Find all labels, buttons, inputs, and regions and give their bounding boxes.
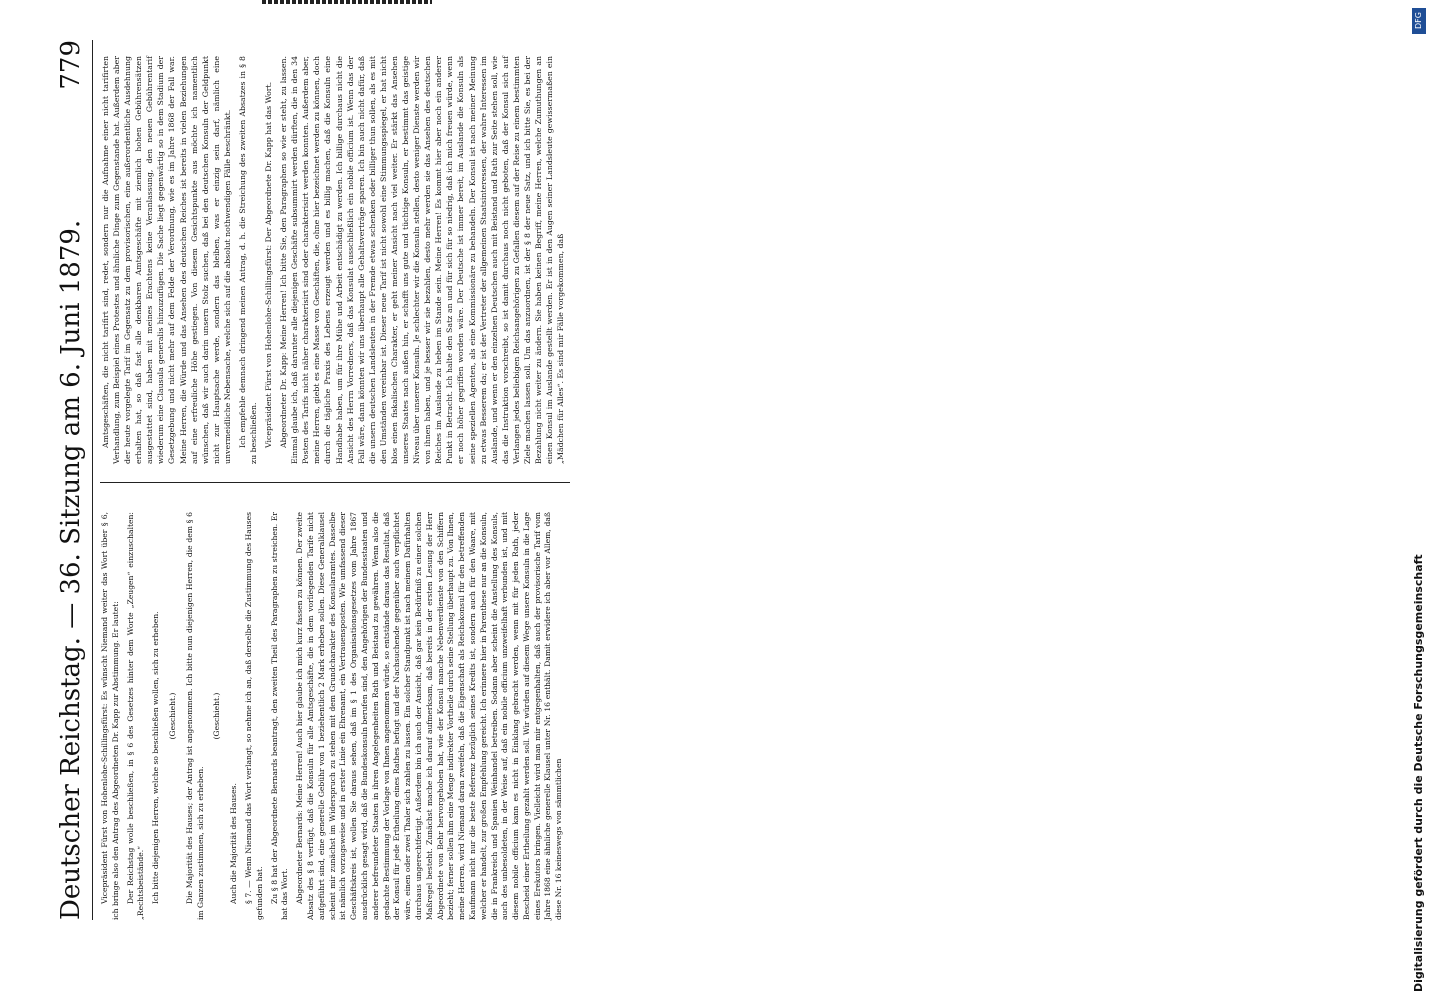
paragraph: Vicepräsident Fürst von Hohenlohe-Schillingsfürst: Der Abgeordnete Dr. Kapp hat das Wort. (264, 81, 274, 448)
paragraph: § 7. — Wenn Niemand das Wort verlangt, so nehme ich an, daß derselbe die Zustimmung des Hauses gefunden hat. (243, 512, 264, 920)
page-header (56, 40, 90, 920)
paragraph: Abgeordneter Dr. Kapp: Meine Herren! Ich bitte Sie, den Paragraphen so wie er steht, zu lassen. Einmal glaube ich, daß darunter alle diejenigen Geschäfte subsummirt werden dürften, die in den 34 Posten des Tarifs nicht näher charakterisirt sind oder charakterisirt werden konnten. Außerdem aber, meine Herren, giebt es eine Masse von Geschäften, die, ohne hier bezeichnet werden zu können, doch durch die tägliche Praxis des Lebens erzeugt werden und es billig machen, daß die Konsuln eine Handhabe haben, um für ihre Mühe und Arbeit entschädigt zu werden. Ich billige durchaus nicht die Ansicht des Herrn Vorredners, daß das Konsulat ausschließlich ein nobile officium ist. Wenn das der Fall wäre, dann könnten wir uns überhaupt alle Gehaltsverträge sparen. Ich bin auch nicht dafür, daß die unsern deutschen Landsleuten in der Fremde etwas schenken oder billiger thun sollen, als es mit den Umständen vereinbar ist. Dieser neue Tarif ist nicht sowohl eine Stimmungsspiegel, er hat nicht blos einen fiskalischen Charakter, er geht meiner Ansicht nach viel weiter. Er stärkt das Ansehen unseres Staates nach außen hin, er schafft uns gute und tüchtige Konsuln, er bestimmt das geistige Niveau über unserer Konsuln. Je schlechter wir die Konsuln stellen, desto weniger Dienste werden wir von ihnen haben, und je besser wir sie bezahlen, desto mehr werden sie das Ansehen des deutschen Reiches im Auslande zu heben im Stande sein. Meine Herren! Es kommt hier aber noch ein anderer Punkt in Betracht. Ich halte den Satz an und für sich für so niedrig, daß ich mich freuen würde, wenn er noch höher gegriffen worden wäre. Der Deutsche ist immer bereit, im Auslande die Konsuln als seine speziellen Agenten, als eine Kommissionäre zu behandeln. Der Konsul ist nach meiner Meinung zu etwas Besserem da; er ist der Vertreter der allgemeinen Staatsinteressen, der wahre Interessen im Auslande, und wenn er den einzelnen Deutschen auch mit Beistand und Rath zur Seite stehen soll, wie das die Instruktion vorschreibt, so ist damit durchaus noch nicht geboten, daß der Konsul sich auf Verlangen jedes beliebigen Reichsangehörigen zu Gefallen diesem auf der Reise zu einem bestimmten Ziele machen lassen soll. Um das anzuordnen, ist der § 8 der neue Satz, und ich bitte Sie, es bei der Bezahlung nicht weiter zu ändern. Sie haben keinen Begriff, meine Herren, welche Zumuthungen an einen Konsul im Auslande gestellt werden. Er ist in den Augen seiner Landsleute gewissermaßen ein „Mädchen für Alles“. Es sind mir Fälle vorgekommen, daß (279, 56, 566, 464)
paragraph: Ich bitte diejenigen Herren, welche so beschließen wollen, sich zu erheben. (151, 611, 161, 904)
dfg-credit (1412, 8, 1426, 992)
paragraph: Der Reichstag wolle beschließen, in § 6 des Gesetzes hinter dem Worte „Zeugen“ einzuschalten: „Rechtsbeistände.“ (125, 512, 146, 920)
paragraph: Ich empfehle demnach dringend meinen Antrag, d. h. die Streichung des zweiten Absatzes in § 8 zu beschließen. (237, 56, 259, 464)
paragraph: Abgeordneter Bernards: Meine Herren! Auch hier glaube ich mich kurz fassen zu können. Der zweite Absatz des § 8 verfügt, daß die Konsuln für alle Amtsgeschäfte, die in dem vorliegenden Tarife nicht aufgeführt sind, eine generelle Gebühr von 1 beziehentlich 2 Mark erheben sollen. Diese Generalklausel scheint mir zunächst im Widerspruch zu stehen mit dem Grundcharakter des Konsularamtes. Dasselbe ist nämlich vorzugsweise und in erster Linie ein Ehrenamt, ein Vertrauensposten. Wie umfassend dieser Geschäftskreis ist, wollen Sie daraus sehen, daß im § 1 des Organisationsgesetzes vom Jahre 1867 ausdrücklich gesagt wird, daß die Bundeskonsuln berufen sind, den Angehörigen der Bundesstaaten und anderer befreundeter Staaten in ihren Angelegenheiten Rath und Beistand zu gewähren. Wenn also die gedachte Bestimmung der Vorlage von Ihnen angenommen würde, so entstände daraus das Resultat, daß der Konsul für jede Ertheilung eines Rathes befugt und der Nachsuchende gegenüber auch verpflichtet wäre, einen oder zwei Thaler sich zahlen zu lassen. Ein solcher Standpunkt ist nach meinem Dafürhalten durchaus ungerechtfertigt. Außerdem bin ich auch der Ansicht, daß gar kein Bedürfniß zu einer solchen Maßregel besteht. Zunächst mache ich darauf aufmerksam, daß bereits in der ersten Lesung der Herr Abgeordnete von Behr hervorgehoben hat, wie der Konsul manche Nebenverdienste von den Schiffern bezieht; ferner sollen ihm eine Menge indirekter Vortheile durch seine Stellung überhaupt zu. Von Ihnen, meine Herren, wird Niemand daran zweifeln, daß die Eigenschaft als Reichskonsul für den betreffenden Kaufmann nicht nur die beste Referenz bezüglich seines Kredits ist, sondern auch für den Waare, mit welcher er handelt, zur großen Empfehlung gereicht. Ich erinnere hier in Parenthese nur an die Konsuln, die in Frankreich und Spanien Weinhandel betreiben. Sodann aber scheint die Anstellung des Konsuls, auch des unbesoldeten, in der Weise auf, daß ein nobile officium unzweifelhaft verbunden ist, und mit diesem nobile officium kann es nicht in Einklang gebracht werden, wenn mit für jeden Rath, jeder Bescheid einer Ertheilung gezahlt werden soll. Wir würden auf diesem Wege unsere Konsuln in die Lage eines Erekutors bringen. Vielleicht wird man mir entgegenhalten, daß auch der provisorische Tarif vom Jahre 1868 eine ähnliche generelle Klausel unter Nr. 16 enthält. Damit erwidere ich aber vor Allem, daß diese Nr. 16 keineswegs von sämmtlichen (295, 512, 564, 920)
paragraph: Amtsgeschäften, die nicht tarifirt sind, redet, sondern nur die Aufnahme einer nicht tarifirten Verhandlung, zum Beispiel eines Protestes und ähnliche Dinge zum Gegenstande hat. Außerdem aber der heute vorgelegte Tarif im Gegensatz zu dem provisorischen, eine außerordentliche Ausdehnung erhalten hat, so daß fast alle denkbaren Amtsgeschäfte mit ziemlich hohen Gebührensätzen ausgestattet sind, haben mit meines Erachtens keine Veranlassung, den neuen Gebührentarif wiederum eine Clausula generalis hinzuzufügen. Die Sache liegt gegenwärtig so in dem Stadium der Gesetzgebung und nicht mehr auf dem Felde der Verordnung, wie es im Jahre 1868 der Fall war. Meine Herren, die Würde und das Ansehen des deutschen Reiches ist bereits in vielen Beziehungen auf eine erfreuliche Höhe gestiegen. Von diesem Gesichtspunkte aus möchte ich namentlich wünschen, daß wir auch darin unsern Stolz suchen, daß bei den deutschen Konsuln der Geldpunkt nicht zur Hauptsache werde, sondern das bleiben, was er einzig sein darf, nämlich eine unvermeidliche Nebensache, welche sich auf die absolut nothwendigen Fälle beschränkt. (101, 56, 232, 464)
dfg-credit-text: Digitalisierung gefördert durch die Deutsche Forschungsgemeinschaft (1412, 554, 1425, 992)
text-column-left (100, 512, 570, 920)
text-column-right (100, 56, 570, 464)
column-divider (100, 482, 570, 483)
header-rule (92, 40, 93, 920)
dfg-logo: DFG (1412, 8, 1426, 34)
stage-direction: (Geschieht.) (167, 692, 177, 740)
header-title: Deutscher Reichstag. — 36. Sitzung am 6. Juni 1879. (56, 219, 86, 920)
paragraph: Auch die Majorität des Hauses. (229, 783, 239, 904)
paragraph: Die Majorität des Hauses; der Antrag ist angenommen. Ich bitte nun diejenigen Herren, die dem § 6 im Ganzen zustimmen, sich zu erheben. (184, 512, 205, 920)
paragraph: Vicepräsident Fürst von Hohenlohe-Schillingsfürst: Es wünscht Niemand weiter das Wort über § 6, ich bringe also den Antrag des Abgeordneten Dr. Kapp zur Abstimmung. Er lautet: (100, 512, 120, 920)
paragraph: Zu § 8 hat der Abgeordnete Bernards beantragt, den zweiten Theil des Paragraphen zu streichen. Er hat das Wort. (269, 512, 290, 920)
page-number: 779 (56, 40, 86, 90)
stage-direction: (Geschieht.) (212, 692, 222, 740)
